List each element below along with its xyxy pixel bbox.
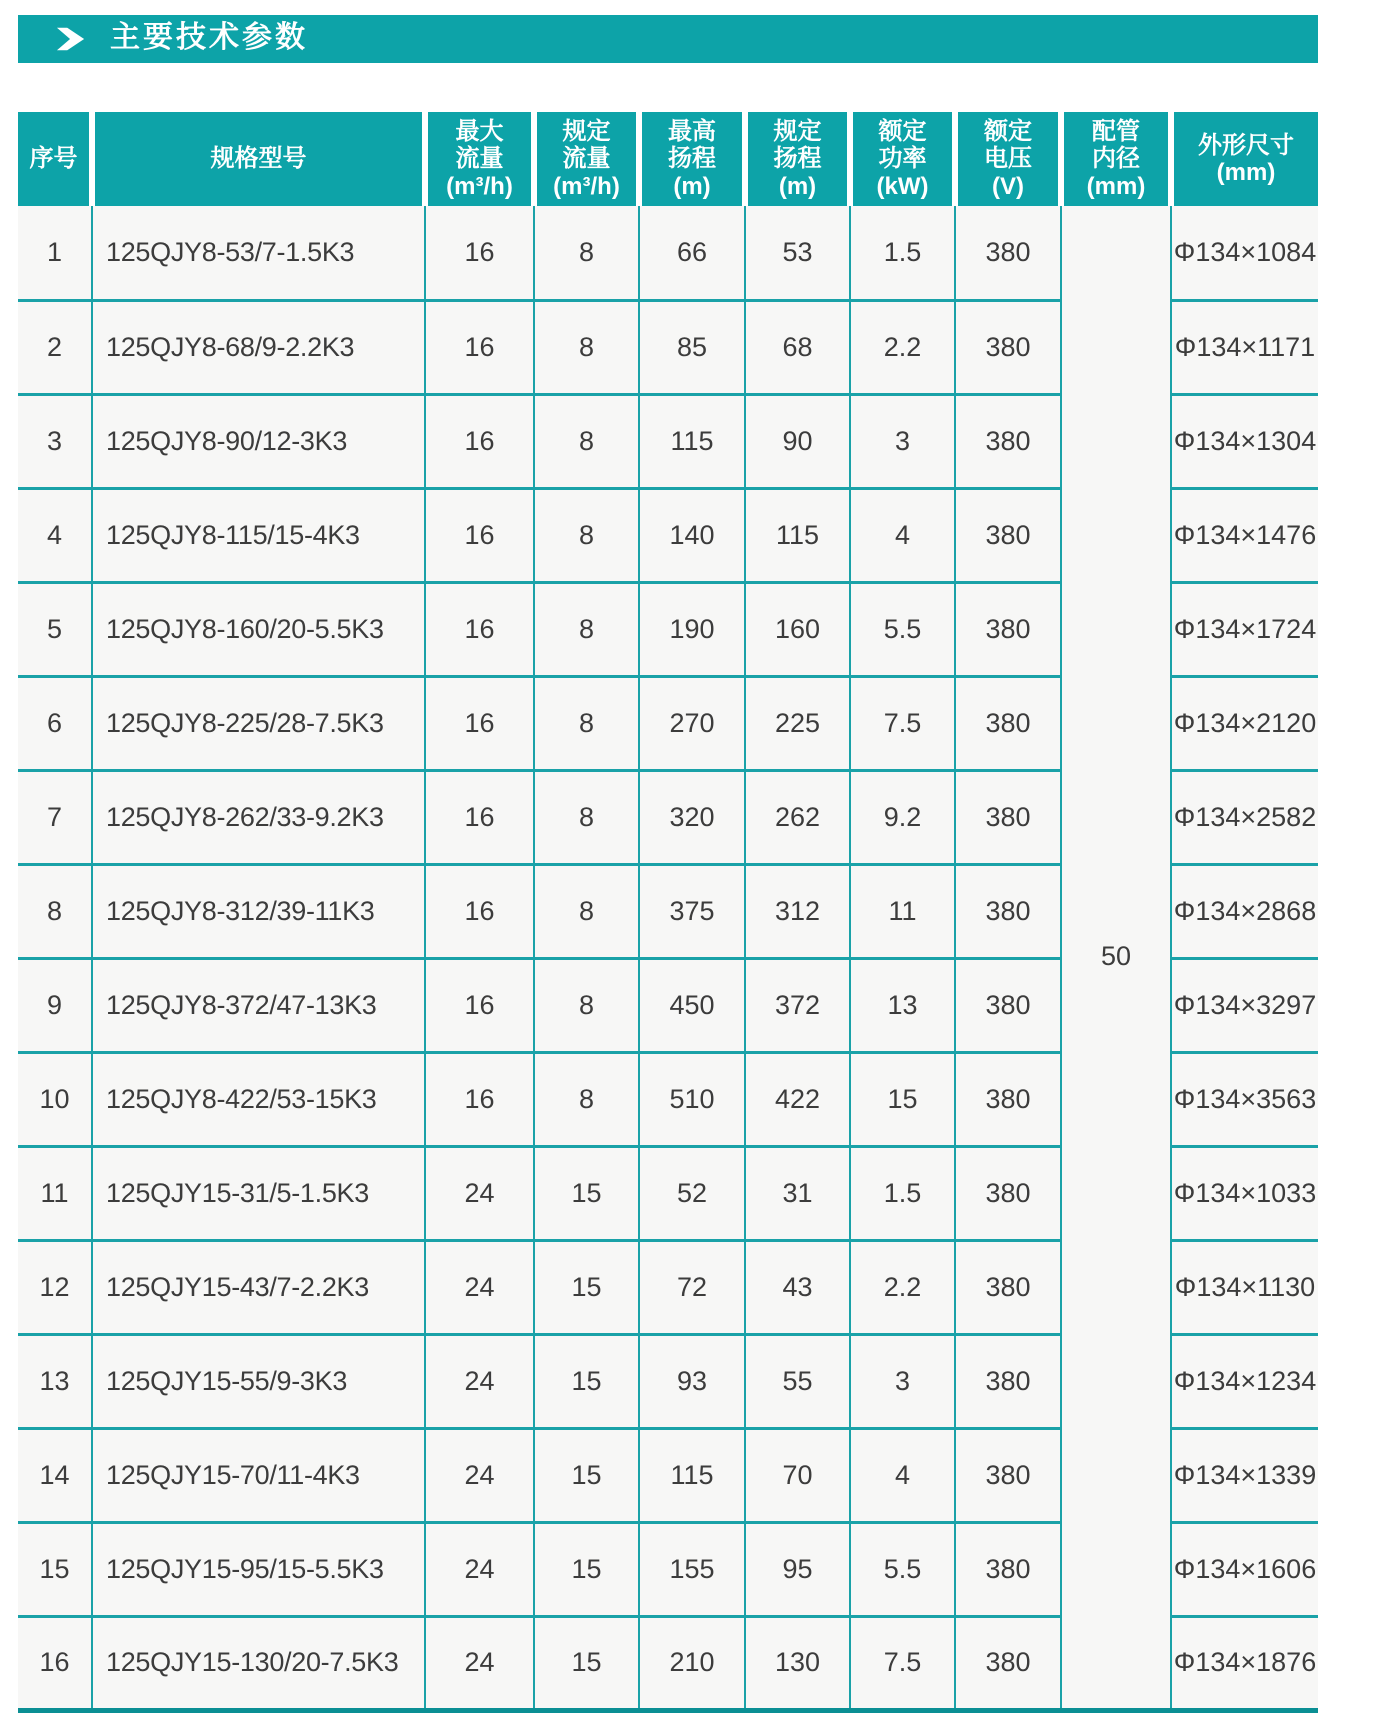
header-row [18,112,1318,206]
header-line: 规定 [562,118,611,146]
cell-max-head: 450 [639,958,745,1052]
cell-rated-flow: 15 [534,1616,639,1710]
cell-power: 5.5 [850,1522,955,1616]
cell-rated-head: 312 [745,864,850,958]
cell-index: 2 [18,300,92,394]
cell-model: 125QJY8-53/7-1.5K3 [92,206,425,300]
spec-table [18,112,1318,1713]
cell-max-head: 85 [639,300,745,394]
cell-rated-head: 372 [745,958,850,1052]
cell-voltage: 380 [955,1146,1061,1240]
cell-voltage: 380 [955,1334,1061,1428]
cell-rated-flow: 15 [534,1428,639,1522]
header-line: 流量 [562,145,611,173]
header-line: (m) [673,172,711,200]
cell-voltage: 380 [955,1428,1061,1522]
cell-dimensions: Φ134×1606 [1171,1522,1318,1616]
header-line: 扬程 [668,145,716,173]
cell-dimensions: Φ134×1084 [1171,206,1318,300]
header-line: 电压 [984,145,1032,173]
section-title-bar [18,15,1318,63]
cell-voltage: 380 [955,300,1061,394]
cell-max-head: 140 [639,488,745,582]
cell-rated-head: 55 [745,1334,850,1428]
cell-index: 14 [18,1428,92,1522]
cell-max-head: 375 [639,864,745,958]
cell-voltage: 380 [955,582,1061,676]
cell-max-flow: 24 [425,1522,534,1616]
header-line: 功率 [878,145,927,173]
cell-power: 4 [850,1428,955,1522]
cell-dimensions: Φ134×1130 [1171,1240,1318,1334]
cell-pipe-bore-merged: 50 [1061,206,1171,1710]
cell-max-flow: 24 [425,1240,534,1334]
cell-index: 1 [18,206,92,300]
header-model [92,112,425,206]
cell-dimensions: Φ134×2582 [1171,770,1318,864]
cell-max-flow: 24 [425,1146,534,1240]
cell-power: 11 [850,864,955,958]
cell-rated-flow: 8 [534,770,639,864]
cell-rated-flow: 15 [534,1240,639,1334]
cell-power: 3 [850,1334,955,1428]
cell-dimensions: Φ134×1234 [1171,1334,1318,1428]
header-line: 流量 [455,145,504,173]
cell-max-head: 115 [639,1428,745,1522]
cell-rated-head: 90 [745,394,850,488]
cell-dimensions: Φ134×1724 [1171,582,1318,676]
cell-power: 3 [850,394,955,488]
cell-power: 5.5 [850,582,955,676]
header-index [18,112,92,206]
header-line: 额定 [984,118,1032,146]
cell-index: 16 [18,1616,92,1710]
cell-model: 125QJY8-115/15-4K3 [92,488,425,582]
cell-index: 15 [18,1522,92,1616]
header-dimensions [1171,112,1318,206]
cell-rated-head: 31 [745,1146,850,1240]
cell-index: 3 [18,394,92,488]
cell-rated-flow: 15 [534,1522,639,1616]
header-pipe-bore [1061,112,1171,206]
header-line: (m³/h) [553,172,620,200]
cell-rated-head: 262 [745,770,850,864]
cell-index: 8 [18,864,92,958]
header-line: 规格型号 [210,145,307,173]
cell-model: 125QJY15-43/7-2.2K3 [92,1240,425,1334]
cell-power: 4 [850,488,955,582]
cell-rated-head: 43 [745,1240,850,1334]
header-line: (m³/h) [446,172,513,200]
cell-power: 7.5 [850,1616,955,1710]
cell-max-head: 93 [639,1334,745,1428]
cell-model: 125QJY8-312/39-11K3 [92,864,425,958]
header-rated-power [850,112,955,206]
cell-index: 9 [18,958,92,1052]
cell-power: 9.2 [850,770,955,864]
header-line: 最高 [668,118,716,146]
header-line: 规定 [773,118,822,146]
cell-dimensions: Φ134×1476 [1171,488,1318,582]
cell-model: 125QJY15-70/11-4K3 [92,1428,425,1522]
cell-max-flow: 16 [425,1052,534,1146]
cell-max-flow: 24 [425,1334,534,1428]
cell-rated-head: 225 [745,676,850,770]
cell-rated-flow: 8 [534,206,639,300]
cell-dimensions: Φ134×1339 [1171,1428,1318,1522]
header-line: 内径 [1092,145,1140,173]
cell-voltage: 380 [955,676,1061,770]
cell-max-head: 155 [639,1522,745,1616]
cell-voltage: 380 [955,864,1061,958]
cell-model: 125QJY8-422/53-15K3 [92,1052,425,1146]
cell-power: 15 [850,1052,955,1146]
cell-index: 10 [18,1052,92,1146]
cell-max-flow: 24 [425,1428,534,1522]
cell-index: 6 [18,676,92,770]
cell-dimensions: Φ134×2868 [1171,864,1318,958]
cell-voltage: 380 [955,958,1061,1052]
cell-max-head: 510 [639,1052,745,1146]
header-line: 配管 [1092,118,1140,146]
cell-rated-head: 70 [745,1428,850,1522]
cell-rated-flow: 15 [534,1334,639,1428]
cell-power: 13 [850,958,955,1052]
cell-index: 4 [18,488,92,582]
cell-voltage: 380 [955,770,1061,864]
table-row [18,206,1318,300]
cell-max-flow: 16 [425,300,534,394]
cell-rated-flow: 8 [534,676,639,770]
cell-voltage: 380 [955,488,1061,582]
cell-dimensions: Φ134×3563 [1171,1052,1318,1146]
header-line: 额定 [878,118,927,146]
cell-index: 11 [18,1146,92,1240]
cell-power: 1.5 [850,206,955,300]
cell-max-flow: 16 [425,676,534,770]
header-line: (kW) [876,172,929,200]
cell-model: 125QJY8-262/33-9.2K3 [92,770,425,864]
cell-voltage: 380 [955,1522,1061,1616]
cell-max-head: 270 [639,676,745,770]
cell-model: 125QJY15-31/5-1.5K3 [92,1146,425,1240]
cell-max-head: 210 [639,1616,745,1710]
cell-rated-flow: 8 [534,864,639,958]
header-max-head [639,112,745,206]
cell-max-flow: 16 [425,582,534,676]
cell-rated-flow: 8 [534,958,639,1052]
cell-rated-head: 95 [745,1522,850,1616]
cell-rated-head: 68 [745,300,850,394]
cell-index: 5 [18,582,92,676]
cell-model: 125QJY8-160/20-5.5K3 [92,582,425,676]
header-rated-flow [534,112,639,206]
cell-power: 1.5 [850,1146,955,1240]
cell-rated-flow: 8 [534,1052,639,1146]
cell-index: 13 [18,1334,92,1428]
cell-dimensions: Φ134×1876 [1171,1616,1318,1710]
cell-max-head: 52 [639,1146,745,1240]
cell-rated-flow: 15 [534,1146,639,1240]
cell-power: 7.5 [850,676,955,770]
cell-model: 125QJY15-95/15-5.5K3 [92,1522,425,1616]
cell-rated-head: 53 [745,206,850,300]
cell-dimensions: Φ134×1304 [1171,394,1318,488]
cell-max-head: 72 [639,1240,745,1334]
cell-voltage: 380 [955,206,1061,300]
cell-max-head: 66 [639,206,745,300]
header-max-flow [425,112,534,206]
header-line: 外形尺寸 [1198,131,1294,159]
header-line: (V) [992,172,1024,200]
cell-voltage: 380 [955,1052,1061,1146]
cell-max-head: 115 [639,394,745,488]
cell-rated-head: 130 [745,1616,850,1710]
header-line: (mm) [1086,172,1146,200]
cell-max-flow: 16 [425,488,534,582]
cell-dimensions: Φ134×2120 [1171,676,1318,770]
header-line: 最大 [455,118,504,146]
header-line: (m) [778,172,817,200]
cell-rated-flow: 8 [534,582,639,676]
cell-max-flow: 16 [425,958,534,1052]
cell-max-flow: 16 [425,394,534,488]
cell-max-head: 320 [639,770,745,864]
header-rated-voltage [955,112,1061,206]
header-rated-head [745,112,850,206]
cell-model: 125QJY15-55/9-3K3 [92,1334,425,1428]
cell-model: 125QJY8-225/28-7.5K3 [92,676,425,770]
header-line: 扬程 [773,145,822,173]
cell-index: 7 [18,770,92,864]
cell-dimensions: Φ134×3297 [1171,958,1318,1052]
cell-rated-flow: 8 [534,300,639,394]
cell-max-flow: 16 [425,206,534,300]
cell-voltage: 380 [955,394,1061,488]
cell-rated-flow: 8 [534,488,639,582]
cell-rated-head: 422 [745,1052,850,1146]
cell-model: 125QJY8-90/12-3K3 [92,394,425,488]
cell-rated-head: 115 [745,488,850,582]
cell-dimensions: Φ134×1171 [1171,300,1318,394]
section-title: 主要技术参数 [110,21,308,54]
cell-max-head: 190 [639,582,745,676]
chevron-right-icon [56,24,86,54]
cell-dimensions: Φ134×1033 [1171,1146,1318,1240]
cell-rated-flow: 8 [534,394,639,488]
cell-rated-head: 160 [745,582,850,676]
cell-max-flow: 24 [425,1616,534,1710]
cell-model: 125QJY8-372/47-13K3 [92,958,425,1052]
cell-max-flow: 16 [425,770,534,864]
cell-power: 2.2 [850,300,955,394]
cell-voltage: 380 [955,1616,1061,1710]
cell-index: 12 [18,1240,92,1334]
cell-model: 125QJY8-68/9-2.2K3 [92,300,425,394]
cell-model: 125QJY15-130/20-7.5K3 [92,1616,425,1710]
header-line: 序号 [29,145,78,173]
cell-voltage: 380 [955,1240,1061,1334]
cell-max-flow: 16 [425,864,534,958]
cell-power: 2.2 [850,1240,955,1334]
header-line: (mm) [1216,159,1276,186]
